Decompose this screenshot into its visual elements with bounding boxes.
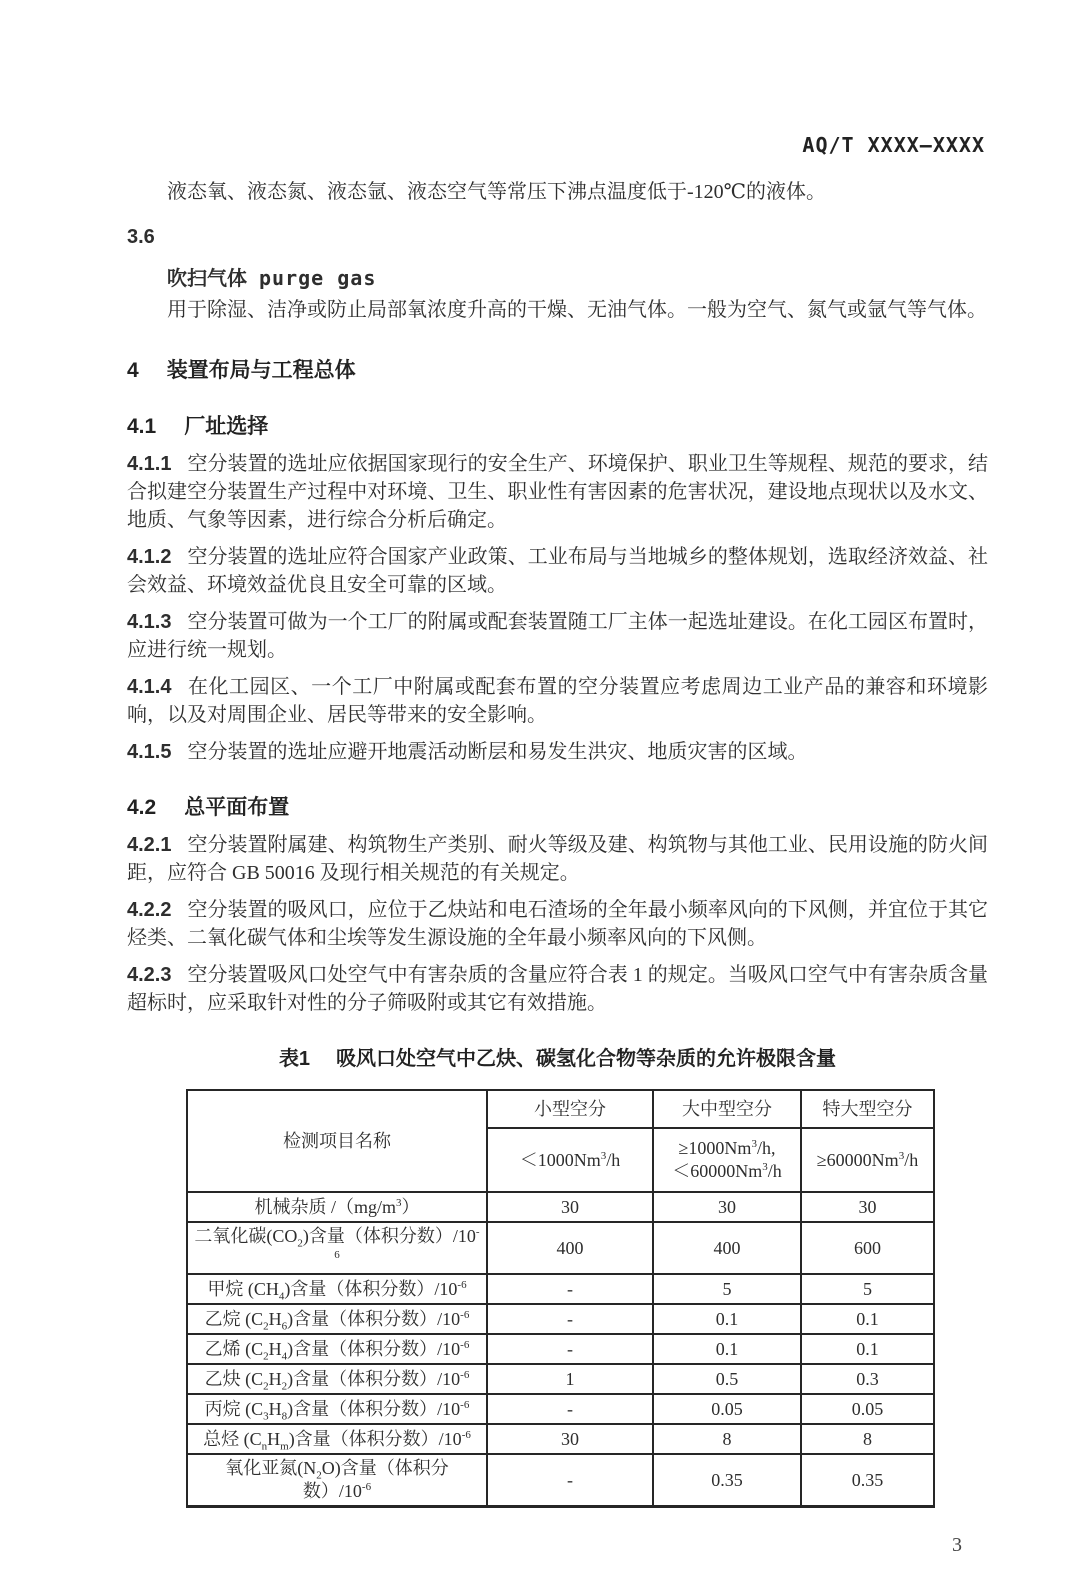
section-number: 4.2	[127, 796, 157, 819]
clause-text: 空分装置可做为一个工厂的附属或配套装置随工厂主体一起选址建设。在化工园区布置时，应进行统一规划。	[127, 611, 988, 661]
value-small: -	[487, 1394, 653, 1424]
standard-code-header: AQ/T XXXX—XXXX	[802, 133, 985, 157]
table-row	[187, 1364, 934, 1394]
table-row	[187, 1304, 934, 1334]
clause-text: 在化工园区、一个工厂中附属或配套布置的空分装置应考虑周边工业产品的兼容和环境影响，以及对周围企业、居民等带来的安全影响。	[127, 676, 988, 726]
document-content	[127, 178, 988, 1508]
clause-4-1-2	[127, 543, 988, 599]
row-item-label: 丙烷 $(C_3H_8)$含量（体积分数）$/10^{-6}$	[187, 1394, 487, 1424]
value-medium-large: 0.5	[653, 1364, 801, 1394]
value-medium-large: 400	[653, 1222, 801, 1274]
clause-number: 4.2.1	[127, 834, 172, 856]
clause-4-2-1	[127, 831, 988, 887]
section-number: 4.1	[127, 415, 157, 438]
intro-paragraph: 液态氧、液态氮、液态氩、液态空气等常压下沸点温度低于-120℃的液体。	[167, 181, 827, 203]
value-extra-large: 8	[801, 1424, 934, 1454]
table-header-item-name: 检测项目名称	[187, 1090, 487, 1192]
table-row	[187, 1454, 934, 1507]
clause-text: 空分装置的吸风口，应位于乙炔站和电石渣场的全年最小频率风向的下风侧，并宜位于其它烃类、二氧化碳气体和尘埃等发生源设施的全年最小频率风向的下风侧。	[127, 899, 988, 949]
section-title: 厂址选择	[184, 415, 269, 438]
clause-4-2-2	[127, 896, 988, 952]
table-1-title	[127, 1046, 988, 1072]
section-4-1-heading	[127, 413, 988, 441]
clause-text: 空分装置的选址应符合国家产业政策、工业布局与当地城乡的整体规划，选取经济效益、社会效益、环境效益优良且安全可靠的区域。	[127, 546, 988, 596]
clause-text: 空分装置的选址应避开地震活动断层和易发生洪灾、地质灾害的区域。	[187, 741, 808, 763]
table-row	[187, 1424, 934, 1454]
clause-4-1-5	[127, 738, 988, 766]
table-1-caption: 吸风口处空气中乙炔、碳氢化合物等杂质的允许极限含量	[336, 1048, 837, 1070]
clause-number: 4.1.2	[127, 546, 172, 568]
clause-number: 4.1.3	[127, 611, 172, 633]
clause-text: 空分装置的选址应依据国家现行的安全生产、环境保护、职业卫生等规程、规范的要求，结合拟建空分装置生产过程中对环境、卫生、职业性有害因素的危害状况，建设地点现状以及水文、地质、气象等因素，进行综合分析后确定。	[127, 453, 988, 531]
value-medium-large: 30	[653, 1192, 801, 1222]
row-item-label: 乙烷 $(C_2H_6)$含量（体积分数）$/10^{-6}$	[187, 1304, 487, 1334]
term-chinese: 吹扫气体	[167, 268, 247, 290]
row-item-label: 乙炔 $(C_2H_2)$含量（体积分数）$/10^{-6}$	[187, 1364, 487, 1394]
clause-4-1-4	[127, 673, 988, 729]
table-row	[187, 1192, 934, 1222]
row-item-label: 乙烯 $(C_2H_4)$含量（体积分数）$/10^{-6}$	[187, 1334, 487, 1364]
value-extra-large: 0.3	[801, 1364, 934, 1394]
clause-number: 4.1.5	[127, 741, 172, 763]
clause-4-2-3	[127, 961, 988, 1017]
clause-number: 4.1.1	[127, 453, 172, 475]
document-page	[0, 133, 1080, 1591]
value-extra-large: 0.35	[801, 1454, 934, 1507]
chapter-number: 4	[127, 359, 139, 382]
table-header-medium-large: 大中型空分	[653, 1090, 801, 1128]
chapter-4-heading	[127, 357, 988, 385]
row-item-label: 甲烷 $(CH_4)$含量（体积分数）$/10^{-6}$	[187, 1274, 487, 1304]
clause-number: 4.1.4	[127, 676, 172, 698]
value-small: -	[487, 1274, 653, 1304]
value-medium-large: 8	[653, 1424, 801, 1454]
page-number: 3	[952, 1534, 962, 1556]
value-small: 30	[487, 1192, 653, 1222]
flowrate-medium-large: $\ge 1000Nm^3/h$, $<60000Nm^3/h$	[653, 1128, 801, 1192]
row-item-label: 机械杂质 $/(mg/m^3)$	[187, 1192, 487, 1222]
clause-text: 空分装置吸风口处空气中有害杂质的含量应符合表 1 的规定。当吸风口空气中有害杂质含量超标时，应采取针对性的分子筛吸附或其它有效措施。	[127, 964, 988, 1014]
flowrate-extra-large: $\ge 60000Nm^3/h$	[801, 1128, 934, 1192]
term-clause-number: 3.6	[127, 226, 155, 248]
value-medium-large: 0.05	[653, 1394, 801, 1424]
table-row	[187, 1274, 934, 1304]
value-extra-large: 5	[801, 1274, 934, 1304]
impurity-limits-table	[186, 1089, 935, 1508]
section-4-2-heading	[127, 794, 988, 822]
value-extra-large: 600	[801, 1222, 934, 1274]
value-extra-large: 0.1	[801, 1334, 934, 1364]
value-small: 30	[487, 1424, 653, 1454]
table-1-label: 表1	[278, 1048, 311, 1070]
row-item-label: 总烃 $(C_nH_m)$含量（体积分数）$/10^{-6}$	[187, 1424, 487, 1454]
section-title: 总平面布置	[184, 796, 290, 819]
table-header-small: 小型空分	[487, 1090, 653, 1128]
value-extra-large: 0.05	[801, 1394, 934, 1424]
row-item-label: 氧化亚氮$(N_2O)$含量（体积分数）$/10^{-6}$	[187, 1454, 487, 1507]
table-header-extra-large: 特大型空分	[801, 1090, 934, 1128]
value-small: -	[487, 1334, 653, 1364]
value-extra-large: 0.1	[801, 1304, 934, 1334]
term-english: purge gas	[259, 266, 377, 290]
table-row	[187, 1394, 934, 1424]
chapter-title: 装置布局与工程总体	[166, 359, 356, 382]
value-medium-large: 0.1	[653, 1334, 801, 1364]
clause-4-1-1	[127, 450, 988, 534]
clause-text: 空分装置附属建、构筑物生产类别、耐火等级及建、构筑物与其他工业、民用设施的防火间距，应符合 GB 50016 及现行相关规范的有关规定。	[127, 834, 988, 884]
clause-number: 4.2.3	[127, 964, 172, 986]
table-header-row-sizes	[187, 1090, 934, 1128]
term-line	[167, 264, 988, 293]
table-row	[187, 1334, 934, 1364]
value-small: 1	[487, 1364, 653, 1394]
value-extra-large: 30	[801, 1192, 934, 1222]
value-small: -	[487, 1454, 653, 1507]
clause-number: 4.2.2	[127, 899, 172, 921]
row-item-label: 二氧化碳$(CO_2)$含量（体积分数）$/10^{-6}$	[187, 1222, 487, 1274]
value-medium-large: 0.1	[653, 1304, 801, 1334]
term-definition: 用于除湿、洁净或防止局部氧浓度升高的干燥、无油气体。一般为空气、氮气或氩气等气体。	[167, 299, 987, 321]
table-row	[187, 1222, 934, 1274]
value-small: -	[487, 1304, 653, 1334]
flowrate-small: $<1000Nm^3/h$	[487, 1128, 653, 1192]
value-medium-large: 5	[653, 1274, 801, 1304]
clause-4-1-3	[127, 608, 988, 664]
value-small: 400	[487, 1222, 653, 1274]
value-medium-large: 0.35	[653, 1454, 801, 1507]
